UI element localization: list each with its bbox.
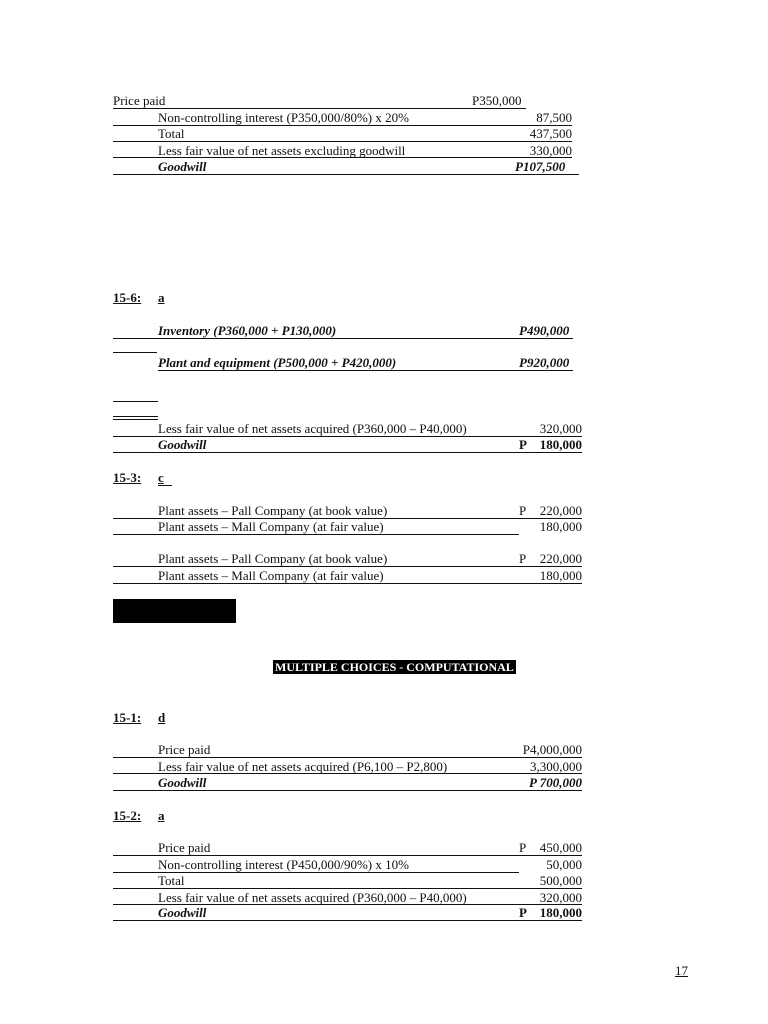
rule [113,352,157,353]
question-number: 15-3: [113,470,142,485]
row-amount: P350,000 [472,93,522,108]
goodwill-label: Goodwill [158,775,207,790]
row-amount: 220,000 [539,551,582,566]
row-label: Total [158,873,185,888]
row-amount: 450,000 [539,840,582,855]
row-label: Total [158,126,185,141]
page-number: 17 [675,963,688,978]
goodwill-amount: P 700,000 [529,775,582,790]
rule [113,452,582,453]
row-label: Plant assets – Mall Company (at fair value) [158,519,384,534]
answer-letter: c [158,470,164,485]
rule [158,370,573,371]
rule [113,419,158,420]
goodwill-amount: 180,000 [539,905,582,920]
row-label: Price paid [158,742,211,757]
rule [113,108,526,109]
row-amount: P490,000 [519,323,570,338]
question-number: 15-1: [113,710,142,725]
row-currency: P [519,551,527,566]
rule [113,534,519,535]
rule [113,416,158,417]
rule [113,790,582,791]
row-label: Price paid [113,93,166,108]
row-label: Less fair value of net assets excluding goodwill [158,143,406,158]
row-amount: 180,000 [539,568,582,583]
rule [113,888,582,889]
row-label: Less fair value of net assets acquired (P360,000 – P40,000) [158,890,467,905]
rule [113,338,573,339]
rule [113,566,582,567]
rule [113,401,158,402]
rule [158,485,172,486]
row-amount: 330,000 [529,143,572,158]
answer-letter: a [158,808,165,823]
row-currency: P [519,840,527,855]
row-label: Less fair value of net assets acquired (P360,000 – P40,000) [158,421,467,436]
row-label: Inventory (P360,000 + P130,000) [158,323,337,338]
rule [113,157,572,158]
row-amount: 3,300,000 [530,759,582,774]
row-amount: 437,500 [529,126,572,141]
row-label: Less fair value of net assets acquired (P6,100 – P2,800) [158,759,448,774]
question-number: 15-6: [113,290,142,305]
rule [113,920,582,921]
answer-letter: d [158,710,166,725]
goodwill-label: Goodwill [158,437,207,452]
row-label: Price paid [158,840,211,855]
goodwill-currency: P [519,905,527,920]
rule [113,174,579,175]
row-amount: 220,000 [539,503,582,518]
row-label: Plant assets – Mall Company (at fair value) [158,568,384,583]
rule [113,757,582,758]
goodwill-label: Goodwill [158,159,207,174]
row-amount: 320,000 [539,421,582,436]
row-currency: P [519,503,527,518]
rule [113,583,582,584]
row-amount: 320,000 [539,890,582,905]
row-amount: 87,500 [536,110,572,125]
row-amount: 50,000 [546,857,582,872]
row-amount: P920,000 [519,355,570,370]
rule [113,855,582,856]
row-amount: 500,000 [539,873,582,888]
answer-letter: a [158,290,165,305]
question-number: 15-2: [113,808,142,823]
rule [113,141,572,142]
goodwill-amount: P107,500 [515,159,566,174]
row-label: Plant assets – Pall Company (at book value) [158,551,388,566]
redaction-block [113,599,236,623]
goodwill-label: Goodwill [158,905,207,920]
row-label: Plant assets – Pall Company (at book value) [158,503,388,518]
row-amount: 180,000 [539,519,582,534]
row-label: Non-controlling interest (P450,000/90%) x 10% [158,857,409,872]
rule [113,773,582,774]
goodwill-currency: P [519,437,527,452]
row-label: Plant and equipment (P500,000 + P420,000) [158,355,397,370]
goodwill-amount: 180,000 [539,437,582,452]
row-label: Non-controlling interest (P350,000/80%) x 20% [158,110,409,125]
section-title: MULTIPLE CHOICES - COMPUTATIONAL [275,660,514,674]
row-amount: P4,000,000 [522,742,582,757]
